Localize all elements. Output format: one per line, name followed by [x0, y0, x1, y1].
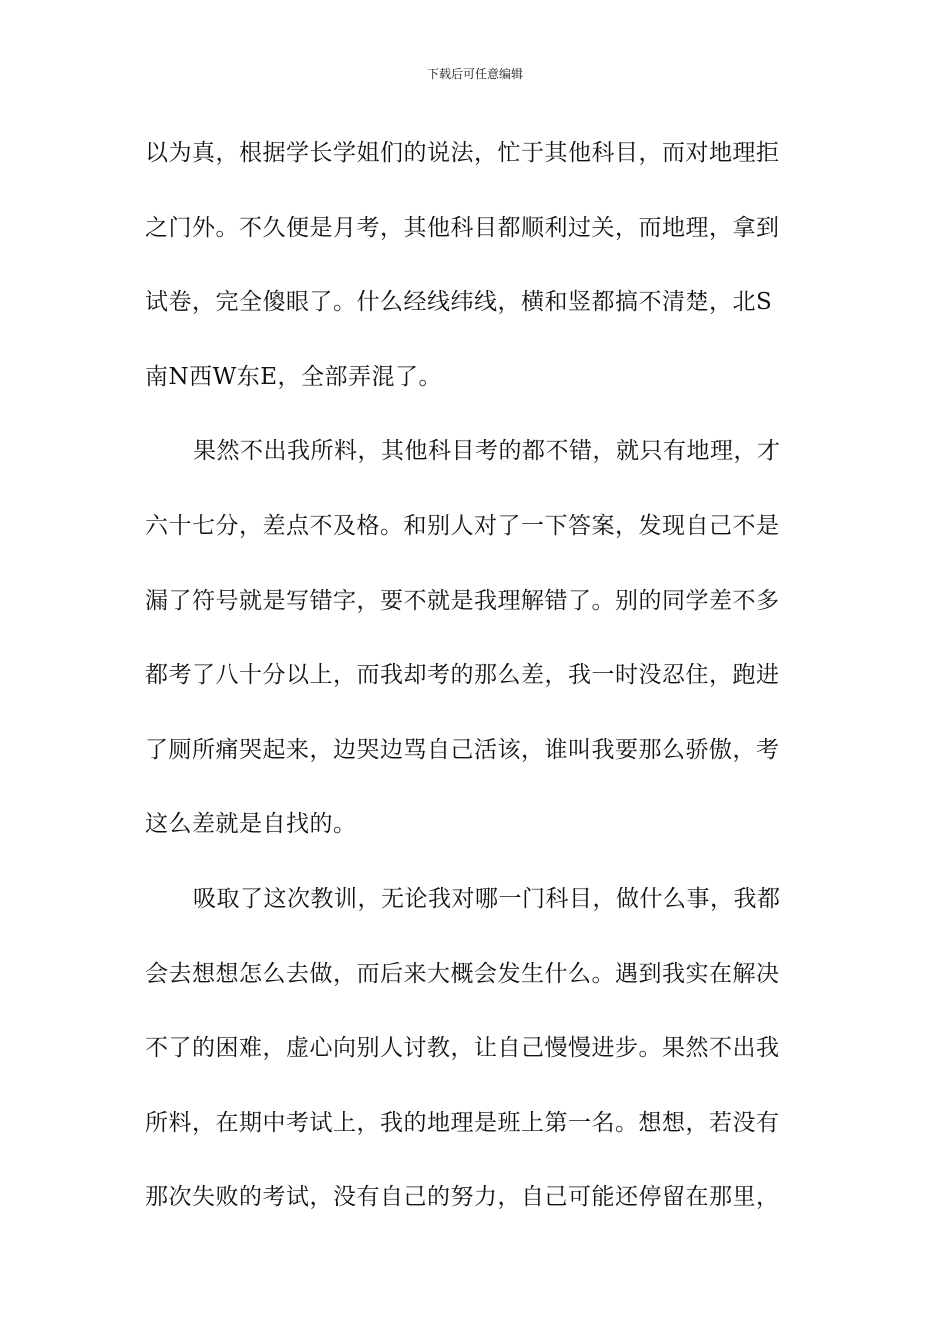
text-line: 都考了八十分以上，而我却考的那么差，我一时没忍住，跑进 — [145, 662, 780, 689]
text-line: 会去想想怎么去做，而后来大概会发生什么。遇到我实在解决 — [145, 960, 780, 987]
text-line: 南N西W东E，全部弄混了。 — [145, 363, 443, 390]
text-line: 不了的困难，虚心向别人讨教，让自己慢慢进步。果然不出我 — [145, 1035, 780, 1062]
text-line: 那次失败的考试，没有自己的努力，自己可能还停留在那里， — [145, 1184, 780, 1211]
text-line: 漏了符号就是写错字，要不就是我理解错了。别的同学差不多 — [145, 587, 780, 614]
text-line: 果然不出我所料，其他科目考的都不错，就只有地理，才 — [193, 438, 781, 465]
text-line: 试卷，完全傻眼了。什么经线纬线，横和竖都搞不清楚，北S — [145, 289, 773, 316]
text-line: 之门外。不久便是月考，其他科目都顺利过关，而地理，拿到 — [145, 214, 780, 241]
page-header: 下载后可任意编辑 — [426, 67, 523, 81]
text-line: 六十七分，差点不及格。和别人对了一下答案，发现自己不是 — [145, 512, 780, 539]
text-line: 吸取了这次教训，无论我对哪一门科目，做什么事，我都 — [193, 885, 781, 912]
body-text — [145, 130, 815, 1249]
text-line: 了厕所痛哭起来，边哭边骂自己活该，谁叫我要那么骄傲，考 — [145, 736, 780, 763]
text-line: 所料，在期中考试上，我的地理是班上第一名。想想，若没有 — [145, 1109, 780, 1136]
text-line: 这么差就是自找的。 — [145, 811, 357, 838]
text-line: 以为真，根据学长学姐们的说法，忙于其他科目，而对地理拒 — [145, 140, 780, 166]
